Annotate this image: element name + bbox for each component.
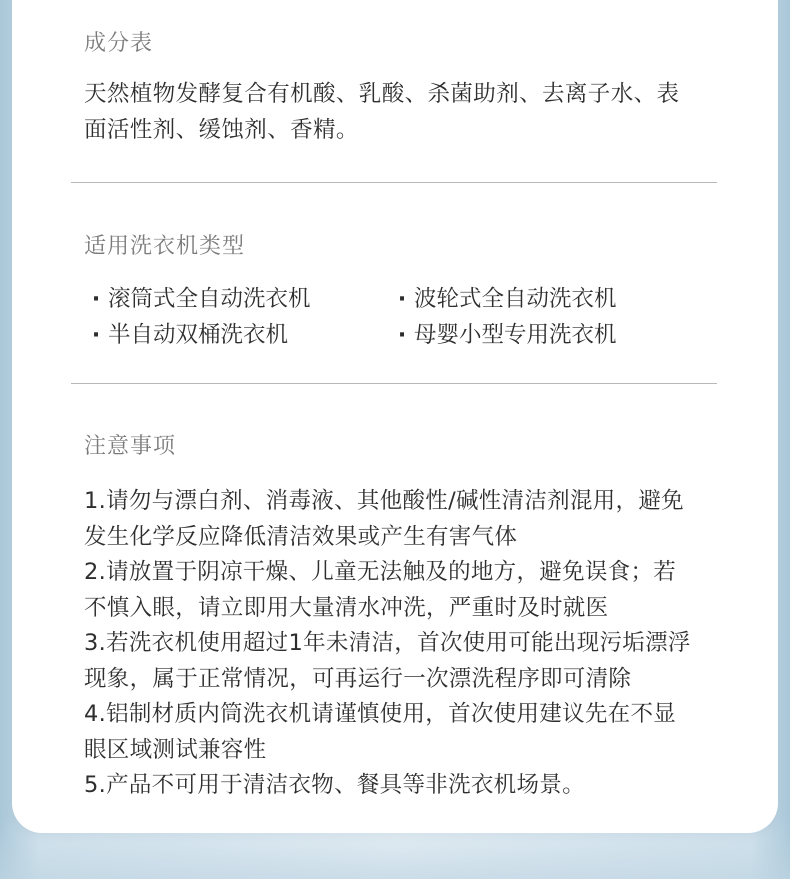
note-line: 3.若洗衣机使用超过1年未清洁，首次使用可能出现污垢漂浮 (84, 630, 691, 656)
note-line: 1.请勿与漂白剂、消毒液、其他酸性/碱性清洁剂混用，避免 (84, 488, 684, 514)
content-card (12, 0, 778, 833)
divider (71, 182, 717, 183)
list-item (390, 282, 690, 318)
list-item (390, 318, 690, 354)
note-line: 4.铝制材质内筒洗衣机请谨慎使用，首次使用建议先在不显 (84, 701, 677, 727)
washer-types-title: 适用洗衣机类型 (84, 234, 246, 259)
note-line: 不慎入眼，请立即用大量清水冲洗，严重时及时就医 (84, 594, 609, 621)
notes-title: 注意事项 (84, 434, 177, 459)
bullet-icon: · (397, 286, 407, 312)
list-item (84, 318, 390, 354)
ingredients-section (84, 29, 744, 148)
note-line: 眼区域测试兼容性 (84, 736, 267, 763)
ingredients-text (84, 77, 744, 148)
note-line: 现象，属于正常情况，可再运行一次漂洗程序即可清除 (84, 665, 632, 692)
bullet-icon: · (91, 321, 101, 348)
list-item-label: 半自动双桶洗衣机 (108, 321, 289, 348)
bullet-icon: · (397, 321, 407, 348)
ingredients-title: 成分表 (84, 31, 154, 56)
ingredients-line: 面活性剂、缓蚀剂、香精。 (84, 116, 359, 143)
bullet-icon: · (91, 286, 101, 312)
list-item-label: 母婴小型专用洗衣机 (414, 321, 617, 348)
list-item-label: 波轮式全自动洗衣机 (414, 286, 617, 312)
ingredients-line: 天然植物发酵复合有机酸、乳酸、杀菌助剂、去离子水、表 (84, 81, 680, 107)
note-line: 2.请放置于阴凉干燥、儿童无法触及的地方，避免误食；若 (84, 559, 677, 585)
list-item-label: 滚筒式全自动洗衣机 (108, 286, 311, 312)
note-line: 5.产品不可用于清洁衣物、餐具等非洗衣机场景。 (84, 772, 585, 798)
washer-types-section (84, 232, 744, 353)
notes-list (84, 484, 744, 804)
washer-types-list (84, 282, 744, 353)
notes-section (84, 432, 744, 804)
divider (71, 383, 717, 384)
list-item (84, 282, 390, 318)
note-line: 发生化学反应降低清洁效果或产生有害气体 (84, 523, 518, 550)
